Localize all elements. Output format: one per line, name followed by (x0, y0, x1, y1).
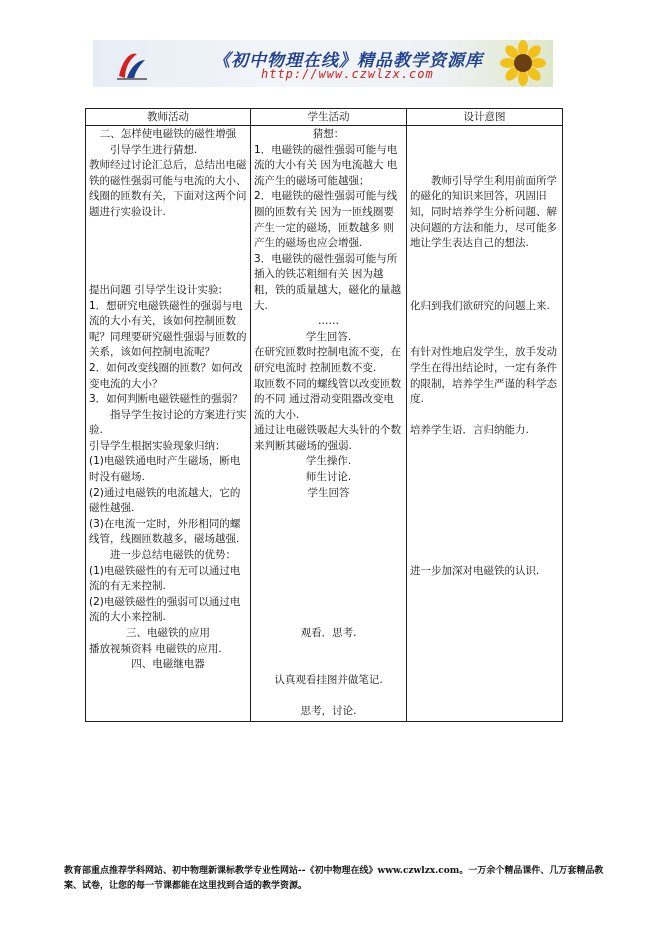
teacher-activity-cell (86, 126, 251, 722)
design-text: 有针对性地启发学生，放手发动学生在得出结论时，一定有条件的限制，培养学生严谨的科学态度. (410, 346, 557, 406)
design-intent-cell (407, 126, 563, 722)
teacher-text: (1)电磁铁磁性的有无可以通过电流的有无来控制. (89, 564, 241, 593)
teacher-text: 播放视频资料 电磁铁的应用. (89, 642, 222, 655)
teacher-text: (1)电磁铁通电时产生磁场，断电时没有磁场. (89, 455, 241, 484)
lesson-table (85, 108, 563, 722)
teacher-text: 指导学生按讨论的方案进行实验. (89, 408, 247, 437)
teacher-text: 3．如何判断电磁铁磁性的强弱？ (89, 393, 243, 406)
teacher-text: (2)通过电磁铁的电流越大，它的磁性越强. (89, 486, 241, 515)
design-text: 教师引导学生利用前面所学的磁化的知识来回答，巩固旧知，同时培养学生分析问题、解决问题的方法和能力，尽可能多地让学生表达自己的想法. (410, 174, 557, 250)
student-text: 思考，讨论. (300, 704, 357, 717)
header-design-intent: 设计意图 (407, 109, 563, 126)
student-text: …… (318, 315, 340, 328)
section-heading-2: 二、怎样使电磁铁的磁性增强 (99, 128, 237, 140)
table-header-row (86, 109, 563, 126)
sunflower-icon (497, 40, 549, 87)
student-activity-cell (251, 126, 407, 722)
teacher-text: 教师经过讨论汇总后，总结出电磁铁的磁性强弱可能与电流的大小、线圈的匝数有关，下面对这两个问题进行实验设计. (89, 159, 247, 218)
student-text: 取匝数不同的螺线管以改变匝数的不同 通过滑动变阻器改变电流的大小. (254, 377, 402, 421)
teacher-text: 2．如何改变线圈的匝数？如何改变电流的大小？ (89, 361, 243, 390)
teacher-text: (2)电磁铁磁性的强弱可以通过电流的大小来控制. (89, 595, 241, 624)
student-text: 学生操作. (305, 455, 352, 468)
section-heading-3: 三、电磁铁的应用 (126, 627, 211, 639)
site-url[interactable]: http://www.czwlzx.com (261, 67, 434, 81)
design-text: 进一步加深对电磁铁的认识. (410, 564, 540, 577)
student-text: 学生回答 (307, 486, 350, 499)
footer-text: 教育部重点推荐学科网站、初中物理新课标教学专业性网站--《初中物理在线》www.czwlzx.com。一万余个精品课件、几万套精品教案、试卷，让您的每一节课都能在这里找到合适的教学资源。 (64, 866, 604, 891)
design-text: 培养学生语．言归纳能力. (410, 424, 529, 437)
table-row (86, 126, 563, 722)
design-text: 化归到我们欲研究的问题上来. (410, 299, 550, 312)
header-student-activity: 学生活动 (251, 109, 407, 126)
student-text: 学生回答. (305, 330, 352, 343)
site-logo-icon (115, 48, 149, 82)
site-title: 《初中物理在线》精品教学资源库 (213, 51, 483, 71)
teacher-text: 1．想研究电磁铁磁性的强弱与电流的大小有关，该如何控制匝数呢？同理要研究磁性强弱与匝数的关系，该如何控制电流呢？ (89, 299, 247, 359)
student-text: 通过让电磁铁吸起大头针的个数来判断其磁场的强弱. (254, 424, 402, 452)
student-text: 猜想： (312, 128, 345, 140)
teacher-text: 引导学生进行猜想. (110, 143, 198, 156)
section-heading-4: 四、电磁继电器 (131, 658, 205, 671)
teacher-text: 提出问题 引导学生设计实验: (89, 283, 222, 296)
student-text: 师生讨论. (305, 471, 352, 484)
student-text: 观看．思考. (300, 627, 357, 639)
header-banner (93, 40, 553, 87)
student-text: 2．电磁铁的磁性强弱可能与线圈的匝数有关 因为一匝线圈要产生一定的磁场，匝数越多 则产生的磁场也应会增强. (254, 190, 398, 250)
header-teacher-activity: 教师活动 (86, 109, 251, 126)
teacher-text: 引导学生根据实验现象归纳： (89, 439, 226, 452)
teacher-text: 进一步总结电磁铁的优势： (110, 549, 236, 562)
student-text: 3．电磁铁的磁性强弱可能与所插入的铁芯粗细有关 因为越粗，铁的质量越大，磁化的量越大. (254, 252, 402, 312)
student-text: 在研究匝数时控制电流不变，在研究电流时 控制匝数不变. (254, 346, 402, 374)
student-text: 认真观看挂图并做笔记. (274, 673, 383, 686)
student-text: 1．电磁铁的磁性强弱可能与电流的大小有关 因为电流越大 电流产生的磁场可能越强； (254, 143, 398, 187)
teacher-text: (3)在电流一定时，外形相同的螺线管，线圈匝数越多，磁场越强. (89, 517, 241, 546)
